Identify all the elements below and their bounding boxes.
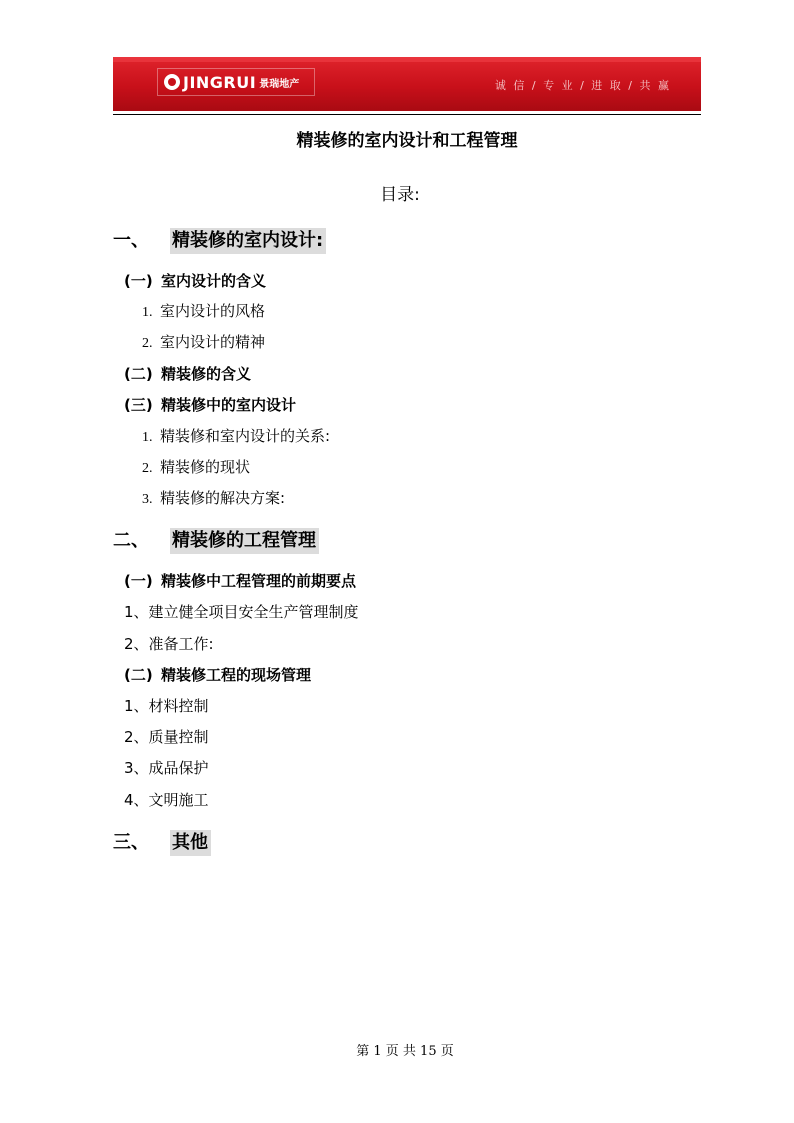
subsection-number: (一) [124, 572, 153, 590]
item-title: 室内设计的风格 [160, 302, 266, 320]
toc-subsection [124, 664, 311, 686]
page-number-footer: 第 1 页 共 15 页 [356, 1044, 454, 1059]
item-number: 1. [142, 305, 153, 320]
toc-section-3 [113, 830, 211, 856]
toc-item [142, 425, 330, 447]
subsection-title: 精装修中的室内设计 [161, 396, 297, 414]
toc-item [142, 456, 250, 478]
section-title: 其他 [170, 830, 211, 856]
toc-subsection [124, 270, 266, 292]
toc-item: 2、质量控制 [124, 728, 209, 746]
toc-item: 1、建立健全项目安全生产管理制度 [124, 603, 359, 621]
toc-item: 1、材料控制 [124, 697, 209, 715]
logo-text: JINGRUI [183, 72, 257, 92]
toc-item: 3、成品保护 [124, 759, 209, 777]
toc-subsection [124, 394, 296, 416]
subsection-title: 室内设计的含义 [161, 272, 267, 290]
banner-highlight [113, 57, 701, 62]
document-title: 精装修的室内设计和工程管理 [296, 131, 518, 151]
toc-section-2 [113, 528, 319, 554]
subsection-number: (二) [124, 365, 153, 383]
toc-item [142, 331, 265, 353]
toc-subsection [124, 363, 251, 385]
subsection-title: 精装修的含义 [161, 365, 252, 383]
toc-item: 4、文明施工 [124, 791, 209, 809]
item-title: 精装修的现状 [160, 458, 251, 476]
subsection-title: 精装修中工程管理的前期要点 [161, 572, 357, 590]
subsection-title: 精装修工程的现场管理 [161, 666, 312, 684]
toc-section-1 [113, 228, 326, 254]
section-title: 精装修的室内设计: [170, 228, 326, 254]
item-title: 精装修的解决方案: [160, 489, 286, 507]
toc-heading: 目录: [380, 185, 420, 205]
section-number: 三、 [113, 832, 149, 853]
section-number: 二、 [113, 530, 149, 551]
section-title: 精装修的工程管理 [170, 528, 319, 554]
logo-mark-icon [164, 74, 180, 90]
subsection-number: (一) [124, 272, 153, 290]
company-logo [157, 68, 315, 96]
toc-item [142, 487, 285, 509]
header-divider [113, 114, 701, 115]
item-title: 精装修和室内设计的关系: [160, 427, 331, 445]
subsection-number: (三) [124, 396, 153, 414]
header-banner [113, 57, 701, 111]
item-number: 1. [142, 430, 153, 445]
subsection-number: (二) [124, 666, 153, 684]
section-number: 一、 [113, 230, 149, 251]
company-motto: 诚 信 / 专 业 / 进 取 / 共 赢 [494, 79, 671, 92]
toc-subsection [124, 570, 356, 592]
toc-item: 2、准备工作: [124, 635, 214, 653]
item-number: 3. [142, 492, 153, 507]
toc-item [142, 300, 265, 322]
item-title: 室内设计的精神 [160, 333, 266, 351]
item-number: 2. [142, 336, 153, 351]
item-number: 2. [142, 461, 153, 476]
logo-chinese-name: 景瑞地产 [259, 78, 300, 90]
